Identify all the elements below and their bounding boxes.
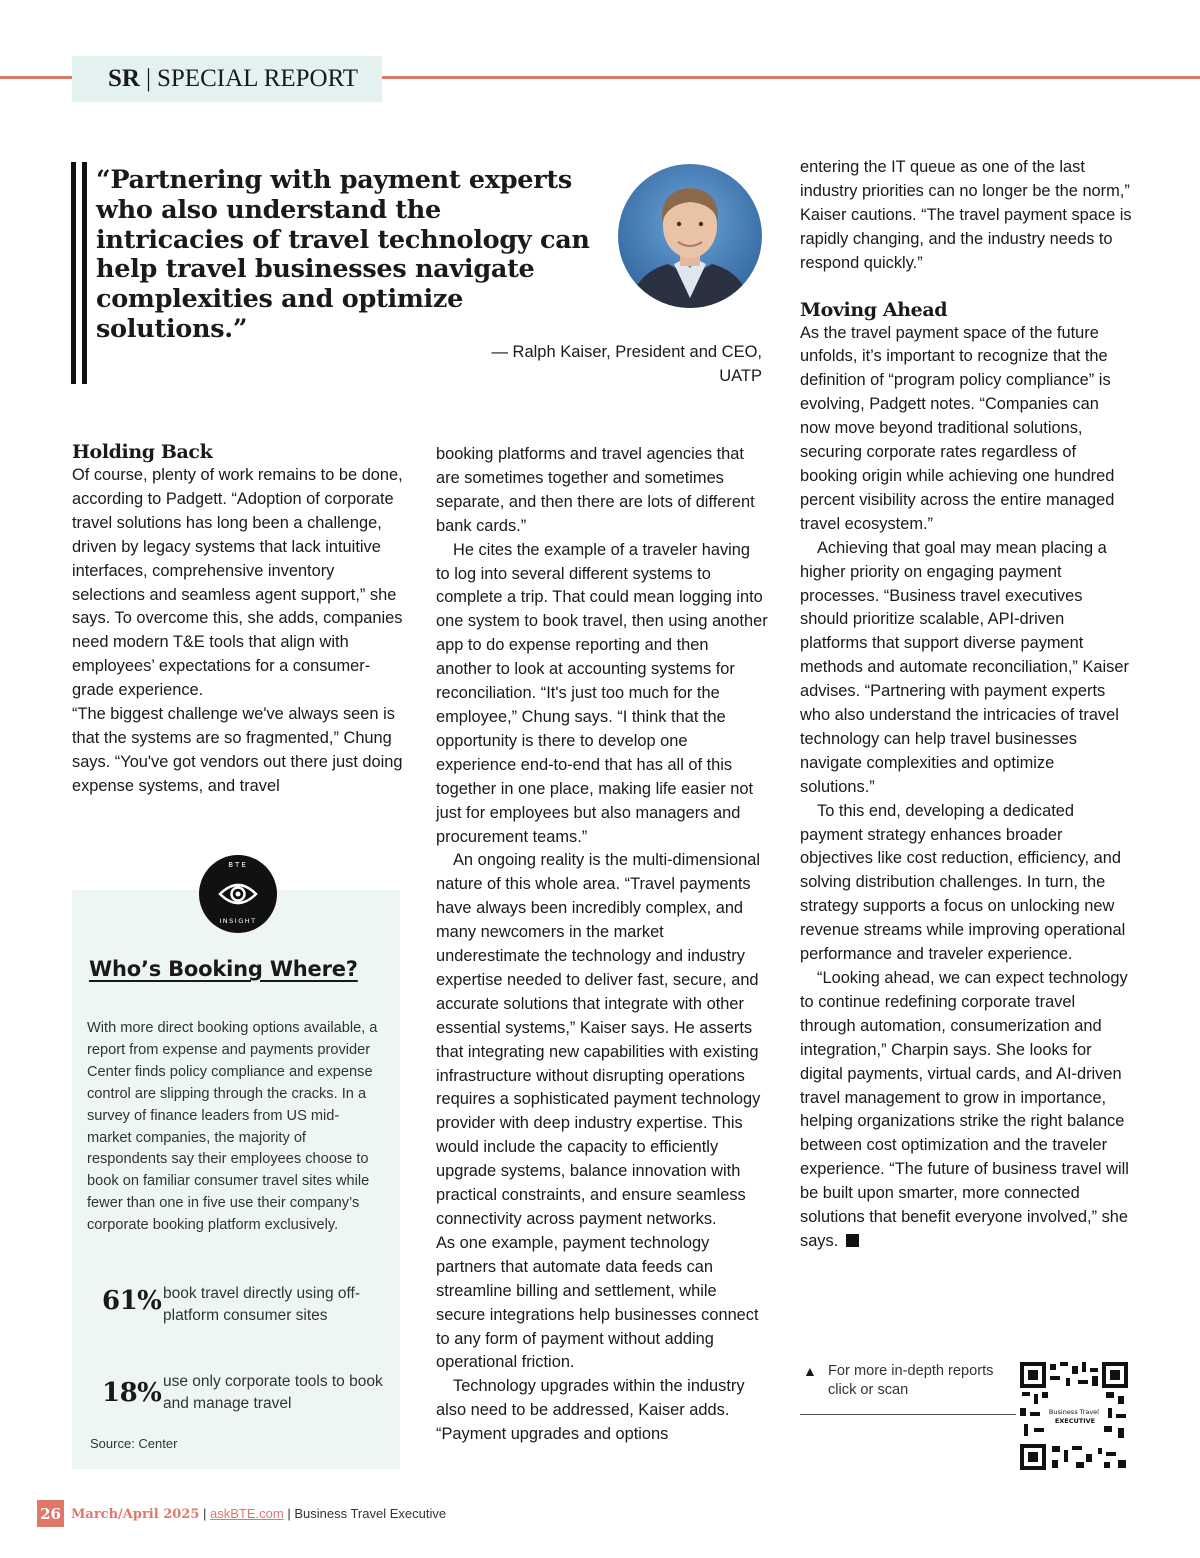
paragraph: Achieving that goal may mean placing a higher priority on engaging payment processes. “Business travel executives should prioritize scalable, API-driven platforms that support diverse payment methods and automate reconciliation,” Kaiser advises. “Partnering with payment experts who also understand the intricacies of travel technology can help travel businesses navigate complexities and optimize solutions.”: [800, 538, 1129, 796]
portrait-photo: [618, 164, 762, 308]
paragraph: He cites the example of a traveler having to log into several different systems to complete a trip. That could mean logging into one system to book travel, then using another app to do expense reporting and then another to look at accounting systems for reconciliation. “It's just too much for the employee,” Chung says. “I think that the opportunity is there to develop one experience end-to-end that has all of this together in one place, making life easier not just for employees but also managers and procurement teams.”: [436, 540, 768, 846]
heading-moving-ahead: Moving Ahead: [800, 298, 948, 321]
header-rule-right: [382, 76, 1200, 79]
column-2: [436, 443, 768, 1447]
paragraph: Technology upgrades within the industry also need to be addressed, Kaiser adds. “Payment upgrades and options: [436, 1377, 745, 1444]
insight-badge: [199, 855, 277, 933]
section-tag-separator: |: [145, 65, 151, 92]
paragraph: As the travel payment space of the future unfolds, it’s important to recognize that the definition of “program policy compliance” is evolving, Padgett notes. “Companies can now move beyond traditional solutions, securing corporate rates regardless of booking origin while achieving one hundred percent visibility across the entire managed travel ecosystem.”: [800, 323, 1115, 533]
stat-value: 61%: [102, 1286, 162, 1316]
paragraph: “The biggest challenge we've always seen is that the systems are so fragmented,” Chung says. “You've got vendors out there just doing expense systems, and travel: [72, 705, 403, 795]
paragraph: An ongoing reality is the multi-dimensional nature of this whole area. “Travel payments have always been incredibly complex, and many newcomers in the market underestimate the technology and industry expertise needed to deliver fast, secure, and accurate solutions that integrate with other essential systems,” Kaiser says. He asserts that integrating new capabilities with existing infrastructure without disrupting operations requires a sophisticated payment technology provider with deep industry expertise. This would include the capacity to efficiently upgrade systems, balance innovation with practical constraints, and ensure seamless connectivity across payment networks.: [436, 851, 761, 1228]
attribution-line1: — Ralph Kaiser, President and CEO,: [491, 343, 762, 361]
heading-holding-back: Holding Back: [72, 441, 213, 463]
qr-code[interactable]: [1020, 1362, 1128, 1470]
stat-text: book travel directly using off-platform consumer sites: [163, 1285, 361, 1324]
paragraph: [800, 967, 1132, 1254]
quote-bar-right: [82, 162, 87, 384]
badge-top-text: BTE: [228, 861, 248, 869]
footer-separator: |: [203, 1506, 211, 1521]
paragraph: entering the IT queue as one of the last industry priorities can no longer be the norm,” Kaiser cautions. “The travel payment space is rapidly changing, and the industry needs to respond quickly.”: [800, 158, 1132, 272]
end-mark-icon: [846, 1234, 859, 1247]
closing-text: “Looking ahead, we can expect technology to continue redefining corporate travel through automation, consumerization and integration,” Charpin says. She looks for digital payments, virtual cards, and AI-driven travel management to grow in importance, helping organizations strike the right balance between cost optimization and the traveler experience. “The future of business travel will be built upon smarter, more connected solutions that benefit everyone involved,” she says.: [800, 969, 1129, 1250]
header-rule-left: [0, 76, 72, 79]
more-reports-link[interactable]: For more in-depth reports click or scan: [828, 1363, 994, 1398]
stat-text: use only corporate tools to book and manage travel: [163, 1373, 383, 1412]
quote-attribution: [442, 340, 762, 388]
page-number: 26: [37, 1500, 64, 1527]
footer-publication: Business Travel Executive: [294, 1506, 447, 1521]
triangle-up-icon: ▲: [803, 1363, 817, 1379]
insight-body: With more direct booking options available, a report from expense and payments provider Center finds policy compliance and expense control are slipping through the cracks. In a survey of finance leaders from US mid-market companies, the majority of respondents say their employees choose to book on familiar consumer travel sites while fewer than one in five use their company’s corporate booking platform exclusively.: [87, 1020, 378, 1234]
stat-value: 18%: [102, 1378, 162, 1408]
footer-date: March/April 2025: [71, 1507, 200, 1522]
more-reports-rule: [800, 1414, 1016, 1415]
section-tag-title: SPECIAL REPORT: [156, 65, 359, 92]
eye-icon: [218, 878, 258, 910]
quote-bar-left: [71, 162, 76, 384]
column-3: [800, 156, 1132, 1254]
badge-bottom-text: INSIGHT: [219, 917, 257, 925]
insight-source: Source: Center: [90, 1436, 178, 1451]
insight-title: Who’s Booking Where?: [89, 957, 358, 981]
paragraph: To this end, developing a dedicated payment strategy enhances broader objectives like cost reduction, efficiency, and solving distribution challenges. In turn, the strategy supports a focus on unlocking new revenue streams while improving operational performance and traveler experience.: [800, 801, 1126, 964]
paragraph: Of course, plenty of work remains to be done, according to Padgett. “Adoption of corporate travel solutions has long been a challenge, driven by legacy systems that lack intuitive interfaces, comprehensive inventory selections and seamless agent support,” she says. To overcome this, she adds, companies need modern T&E tools that align with employees’ expectations for a consumer-grade experience.: [72, 466, 403, 700]
section-tag: [72, 56, 382, 102]
paragraph: As one example, payment technology partners that automate data feeds can streamline billing and settlement, while secure integrations help businesses connect to any form of payment without adding operational friction.: [436, 1233, 759, 1372]
footer: [71, 1504, 446, 1525]
pull-quote: “Partnering with payment experts who also understand the intricacies of travel technology can help travel businesses navigate complexities and optimize solutions.”: [96, 165, 590, 344]
footer-separator: |: [287, 1506, 295, 1521]
attribution-line2: UATP: [719, 367, 762, 385]
qr-label: Business Travel EXECUTIVE: [1048, 1408, 1099, 1425]
section-tag-abbr: SR: [108, 65, 140, 92]
footer-link[interactable]: askBTE.com: [210, 1506, 284, 1521]
column-1: [72, 440, 404, 799]
paragraph: booking platforms and travel agencies that are sometimes together and sometimes separate, and then there are lots of different bank cards.”: [436, 445, 755, 535]
